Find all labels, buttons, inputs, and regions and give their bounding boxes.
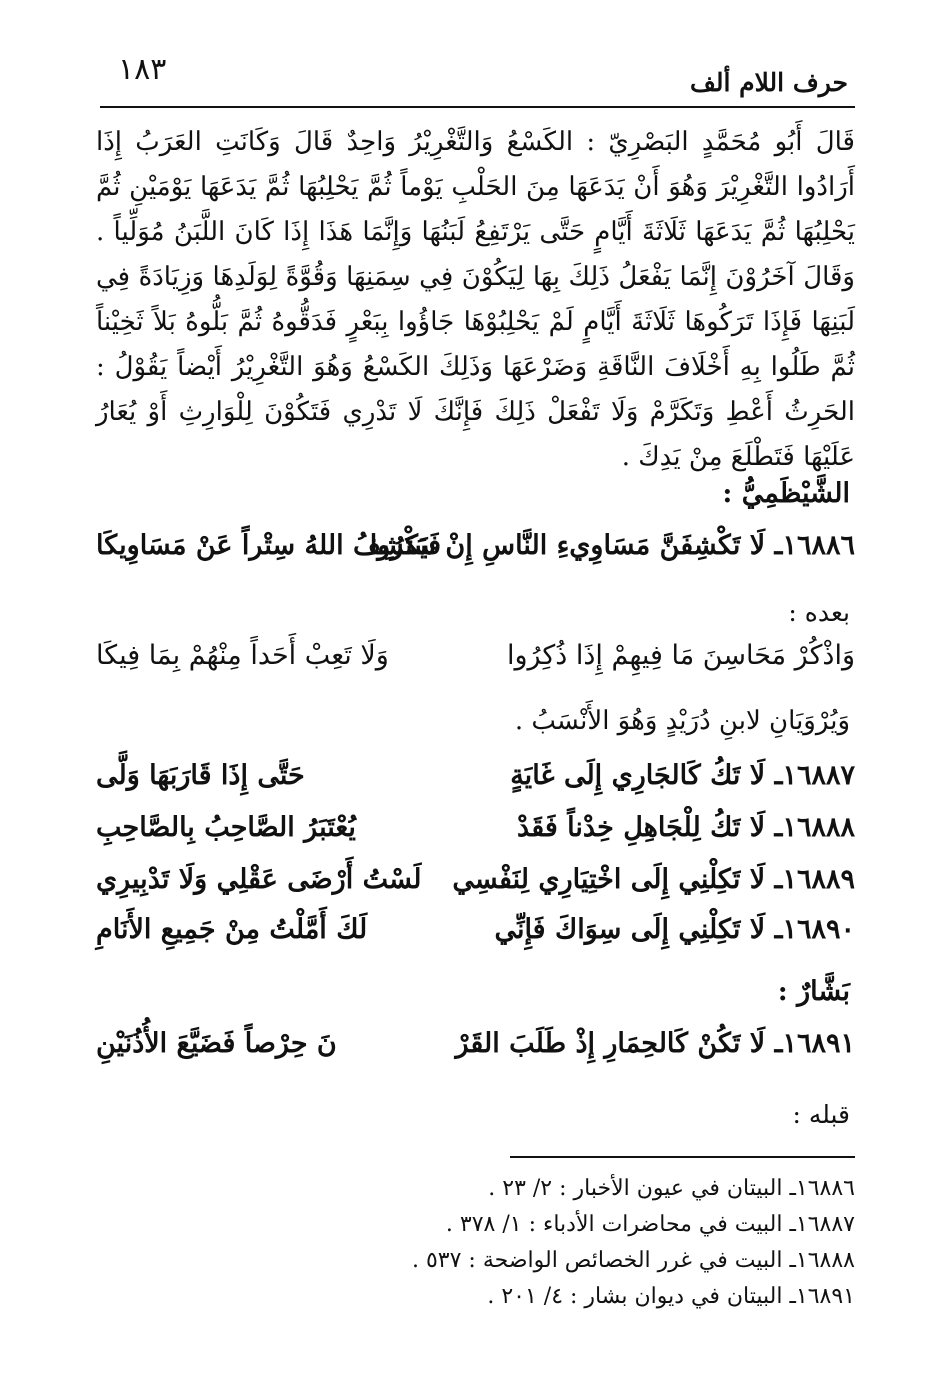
footnote-rule	[510, 1156, 855, 1158]
attribution-note: وَيُرْوَيَانِ لابنِ دُرَيْدٍ وَهُوَ الأَنْسَبُ .	[514, 706, 850, 736]
verse-second-hemistich: حَتَّى إِذَا قَارَبَهَا وَلَّى	[96, 760, 305, 791]
verse-16887	[96, 760, 855, 806]
footnote-16888: ١٦٨٨٨ـ البيت في غرر الخصائص الواضحة : ٥٣٧ .	[411, 1248, 855, 1273]
header-rule	[100, 106, 855, 108]
verse-16889	[96, 864, 855, 910]
verse-second-hemistich: يُعْتَبَرُ الصَّاحِبُ بِالصَّاحِبِ	[96, 812, 356, 843]
footnote-16887: ١٦٨٨٧ـ البيت في محاضرات الأدباء : ١/ ٣٧٨ .	[445, 1212, 855, 1237]
verse-first-hemistich: ١٦٨٩٠ـ لَا تَكِلْنِي إِلَى سِوَاكَ فَإِنِّي	[494, 914, 855, 945]
after-label: بعده :	[788, 598, 850, 627]
verse-after-16886	[96, 640, 855, 686]
verse-16888	[96, 812, 855, 858]
verse-first-hemistich: ١٦٨٨٦ـ لَا تَكْشِفَنَّ مَسَاوِيءِ النَّاسِ إِنْ سَتَرُوا	[369, 530, 855, 561]
verse-16891	[96, 1028, 855, 1074]
verse-second-hemistich: وَلَا تَعِبْ أَحَداً مِنْهُمْ بِمَا فِيكَا	[96, 640, 389, 671]
verse-second-hemistich: لَكَ أَمَّلْتُ مِنْ جَمِيعِ الأَنَامِ	[96, 914, 368, 945]
verse-first-hemistich: ١٦٨٩١ـ لَا تَكُنْ كَالحِمَارِ إِذْ طَلَبَ القَرْ	[455, 1028, 855, 1059]
footnote-16891: ١٦٨٩١ـ البيتان في ديوان بشار : ٤/ ٢٠١ .	[487, 1284, 855, 1309]
verse-first-hemistich: ١٦٨٨٧ـ لَا تَكُ كَالجَارِي إِلَى غَايَةٍ	[510, 760, 855, 791]
verse-16886	[96, 530, 855, 576]
verse-16890	[96, 914, 855, 960]
verse-first-hemistich: ١٦٨٨٨ـ لَا تَكُ لِلْجَاهِلِ خِدْناً فَقَدْ	[517, 812, 855, 843]
verse-second-hemistich: لَسْتُ أَرْضَى عَقْلِي وَلَا تَدْبِيرِي	[96, 864, 422, 895]
footnote-16886: ١٦٨٨٦ـ البيتان في عيون الأخبار : ٢/ ٢٣ .	[488, 1176, 855, 1201]
poet-name-bashshar: بَشَّارٌ :	[777, 976, 850, 1007]
verse-second-hemistich: فَيَكْشِفُ اللهُ سِتْراً عَنْ مَسَاوِيكَا	[96, 530, 442, 561]
running-head: حرف اللام ألف	[690, 68, 848, 97]
before-label: قبله :	[792, 1100, 850, 1129]
verse-second-hemistich: نَ حِرْصاً فَضَيَّعَ الأُذُنَيْنِ	[96, 1028, 337, 1059]
page-number: ١٨٣	[118, 52, 167, 87]
verse-first-hemistich: ١٦٨٨٩ـ لَا تَكِلْنِي إِلَى اخْتِيَارِي لِنَفْسِي	[452, 864, 855, 895]
poet-name-shaydhami: الشَّيْظَمِيُّ :	[722, 478, 850, 509]
verse-first-hemistich: وَاذْكُرْ مَحَاسِنَ مَا فِيهِمْ إِذَا ذُكِرُوا	[506, 640, 855, 671]
commentary-paragraph: قَالَ أَبُو مُحَمَّدٍ البَصْرِيّ : الكَسْعُ وَالتَّغْرِيْرُ وَاحِدٌ قَالَ وَكَانَتِ العَرَبُ إِذَا أَرَادُوا التَّغْرِيْرَ وَهُوَ أَنْ يَدَعَهَا مِنَ الحَلْبِ يَوْماً ثُمَّ يَحْلِبُهَا ثُمَّ يَدَعَهَا يَوْمَيْنِ ثُمَّ يَحْلِبُهَا ثُمَّ يَدَعَهَا ثَلَاثَةَ أَيَّامٍ حَتَّى يَرْتَفِعُ لَبَنُهَا وَإِنَّمَا هَذَا إِذَا كَانَ اللَّبَنُ مُوَلِّياً . وَقَالَ آخَرُوْنَ إِنَّمَا يَفْعَلُ ذَلِكَ بِهَا لِيَكُوْنَ فِي سِمَنِهَا وَقُوَّةً لِوَلَدِهَا وَزِيَادَةً فِي لَبَنِهَا فَإِذَا تَرَكُوهَا ثَلَاثَةَ أَيَّامٍ لَمْ يَحْلِبُوْهَا جَاؤُوا بِبَعْرٍ فَدَقُّوهُ ثُمَّ بَلُّوهُ بَلاً ثَخِيْناً ثُمَّ طَلُوا بِهِ أَخْلَافَ النَّاقَةِ وَضَرْعَهَا وَذَلِكَ الكَسْعُ وَهُوَ التَّغْرِيْرُ أَيْضاً يَقُوْلُ : الحَرِثُ أَعْطِ وَتَكَرَّمْ وَلَا تَفْعَلْ ذَلِكَ فَإِنَّكَ لَا تَدْرِي فَتَكُوْنَ لِلْوَارِثِ أَوْ يُعَارُ عَلَيْهَا فَتَطْلَعَ مِنْ يَدِكَ .	[96, 127, 855, 472]
